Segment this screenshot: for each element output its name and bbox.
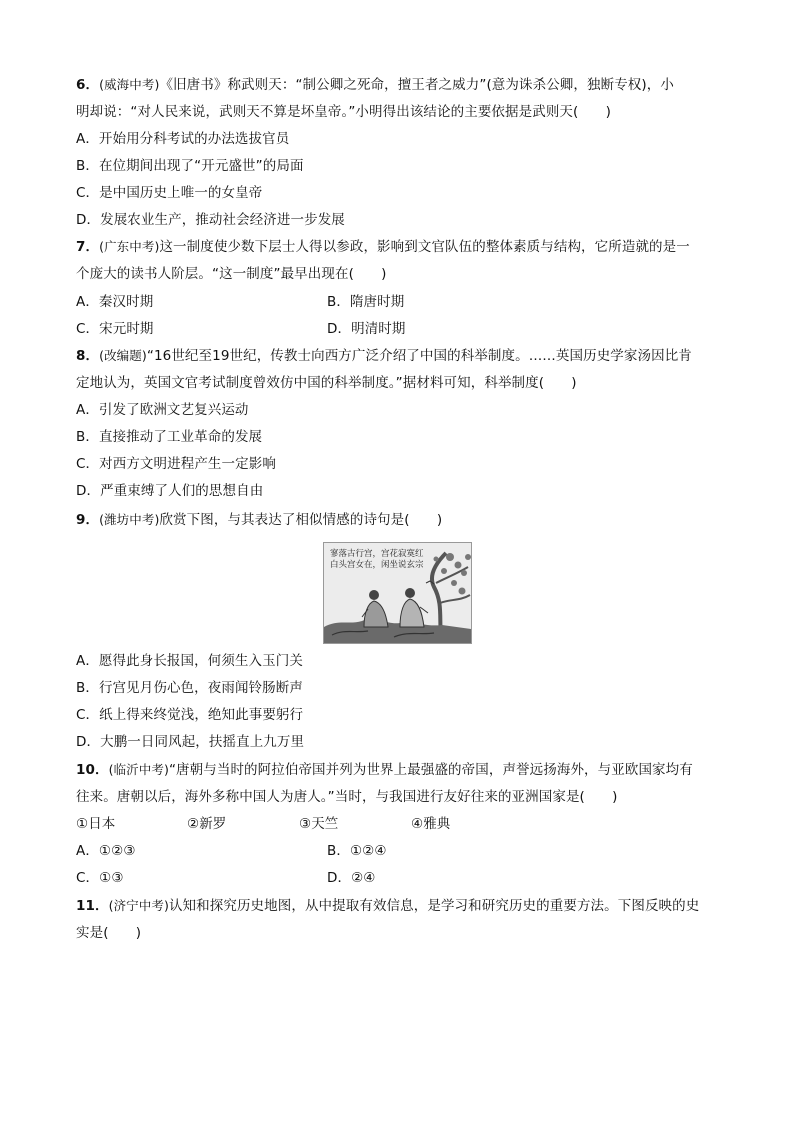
q8-source: (改编题): [99, 348, 147, 363]
q10-option-a: A．①②③: [76, 843, 136, 859]
q8-text-1: “16世纪至19世纪，传教士向西方广泛介绍了中国的科举制度。……英国历史学家汤因比肯: [146, 348, 692, 364]
q8-option-d: D．严重束缚了人们的思想自由: [76, 483, 264, 499]
q8-text-2: 定地认为，英国文官考试制度曾效仿中国的科举制度。”据材料可知，科举制度( ): [76, 375, 577, 391]
q7-number: 7．: [76, 239, 100, 255]
q6-line-1: [76, 76, 674, 94]
q6-option-c: C．是中国历史上唯一的女皇帝: [76, 185, 263, 201]
q6-option-a: A．开始用分科考试的办法选拔官员: [76, 131, 290, 147]
q11-source: (济宁中考): [108, 898, 169, 913]
q8-line-1: [76, 347, 692, 365]
q8-number: 8．: [76, 348, 100, 364]
q11-text-1: 认知和探究历史地图，从中提取有效信息，是学习和研究历史的重要方法。下图反映的史: [168, 898, 700, 914]
q11-text-2: 实是( ): [76, 925, 142, 941]
q7-line-1: [76, 238, 690, 256]
q6-option-d: D．发展农业生产，推动社会经济进一步发展: [76, 212, 345, 228]
q10-option-d: D．②④: [327, 870, 376, 886]
q9-option-b: B．行宫见月伤心色，夜雨闻铃肠断声: [76, 680, 303, 696]
q6-option-b: B．在位期间出现了“开元盛世”的局面: [76, 158, 304, 174]
q8-option-a: A．引发了欧洲文艺复兴运动: [76, 402, 249, 418]
q10-item-4: ④雅典: [411, 816, 451, 832]
q9-option-c: C．纸上得来终觉浅，绝知此事要躬行: [76, 707, 304, 723]
q6-text-1: 《旧唐书》称武则天：“制公卿之死命，擅王者之威力”(意为诛杀公卿，独断专权)，小: [159, 77, 674, 93]
q10-option-b: B．①②④: [327, 843, 387, 859]
q9-source: (潍坊中考): [99, 512, 160, 527]
q7-text-2: 个庞大的读书人阶层。“这一制度”最早出现在( ): [76, 266, 387, 282]
illustration-poem: [330, 549, 424, 571]
q10-number: 10．: [76, 762, 109, 778]
q6-number: 6．: [76, 77, 100, 93]
q6-source: (威海中考): [99, 77, 160, 92]
q10-text-1: “唐朝与当时的阿拉伯帝国并列为世界上最强盛的帝国，声誉远扬海外，与亚欧国家均有: [168, 762, 693, 778]
q10-item-3: ③天竺: [299, 816, 339, 832]
q8-option-b: B．直接推动了工业革命的发展: [76, 429, 263, 445]
q7-option-a: A．秦汉时期: [76, 294, 154, 310]
q7-text-1: 这一制度使少数下层士人得以参政，影响到文官队伍的整体素质与结构，它所造就的是一: [159, 239, 690, 255]
q7-source: (广东中考): [99, 239, 160, 254]
q7-option-d: D．明清时期: [327, 321, 406, 337]
palace-maids-illustration: [323, 542, 472, 644]
q11-line-1: [76, 897, 699, 915]
q10-source: (临沂中考): [108, 762, 169, 777]
q11-number: 11．: [76, 898, 109, 914]
q10-item-1: ①日本: [76, 816, 116, 832]
q10-option-c: C．①③: [76, 870, 124, 886]
poem-line-2: 白头宫女在，闲坐说玄宗: [330, 560, 424, 570]
q6-text-2: 明却说：“对人民来说，武则天不算是坏皇帝。”小明得出该结论的主要依据是武则天( ): [76, 104, 611, 120]
q7-option-c: C．宋元时期: [76, 321, 154, 337]
q9-option-d: D．大鹏一日同风起，扶摇直上九万里: [76, 734, 305, 750]
q9-number: 9．: [76, 512, 100, 528]
q10-line-1: [76, 761, 693, 779]
q9-option-a: A．愿得此身长报国，何须生入玉门关: [76, 653, 303, 669]
q10-item-2: ②新罗: [187, 816, 227, 832]
q7-option-b: B．隋唐时期: [327, 294, 405, 310]
q8-option-c: C．对西方文明进程产生一定影响: [76, 456, 276, 472]
poem-line-1: 寥落古行宫，宫花寂寞红: [330, 549, 424, 559]
q10-text-2: 往来。唐朝以后，海外多称中国人为唐人。”当时，与我国进行友好往来的亚洲国家是( ): [76, 789, 618, 805]
q9-text-1: 欣赏下图，与其表达了相似情感的诗句是( ): [159, 512, 443, 528]
q9-line-1: [76, 511, 442, 529]
